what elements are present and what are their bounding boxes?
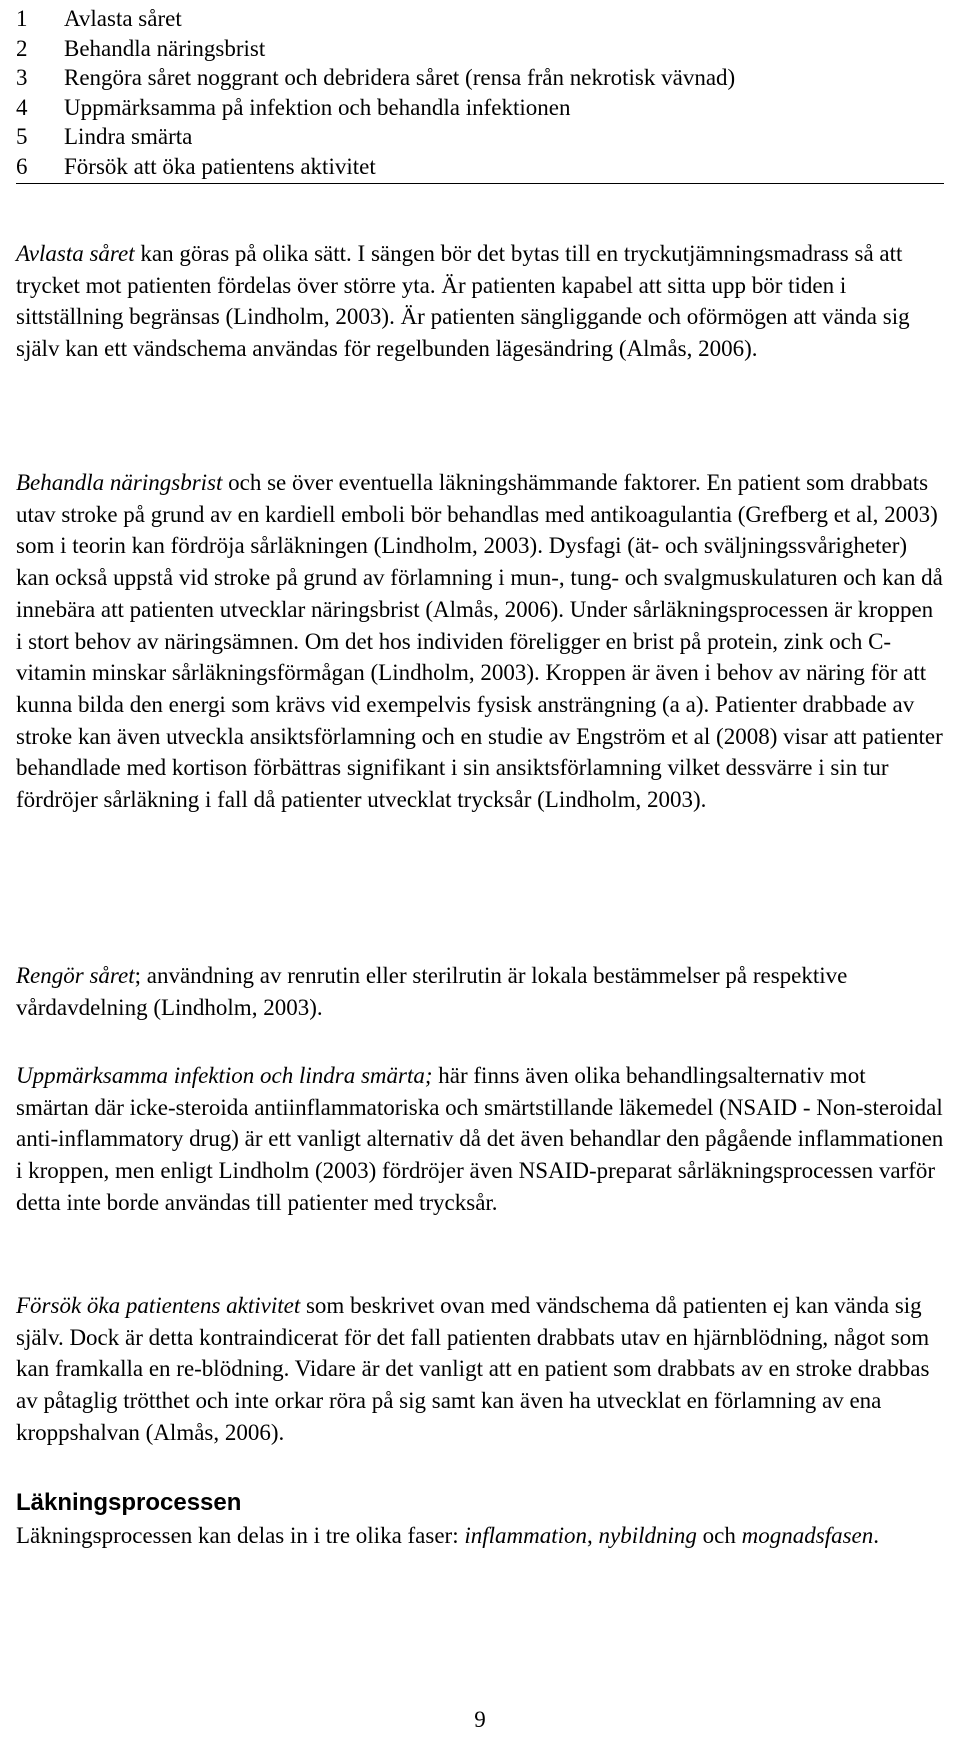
paragraph-text: som beskrivet ovan med vändschema då patienten ej kan vända sig själv. Dock är detta kontraindicerat för det fall patienten drabbats utav en hjärnblödning, något som kan framkalla en re-blödning. Vidare är det vanligt att en patient som drabbats av en stroke drabbas av påtaglig trötthet och inte orkar röra på sig samt kan även ha utvecklat en förlamning av ena kroppshalvan (Almås, 2006). [16,1293,930,1445]
numbered-list [16,4,944,184]
paragraph-avlasta [16,238,944,365]
paragraph-text: Läkningsprocessen kan delas in i tre olika faser: [16,1523,465,1548]
list-number: 6 [16,153,28,179]
list-item [16,34,944,64]
list-text: Behandla näringsbrist [64,35,266,61]
paragraph-aktivitet [16,1290,944,1449]
list-item [16,152,944,182]
phase-mognadsfasen: mognadsfasen [741,1523,874,1548]
separator: och [696,1523,742,1548]
list-text: Uppmärksamma på infektion och behandla infektionen [64,94,571,120]
paragraph-text: och se över eventuella läkningshämmande faktorer. En patient som drabbats utav stroke på grund av en kardiell emboli bör behandlas med antikoagulantia (Grefberg et al, 2003) som i teorin kan fördröja sårläkningen (Lindholm, 2003). Dysfagi (ät- och sväljningssvårigheter) kan också uppstå vid stroke på grund av förlamning i mun-, tung- och svalgmuskulaturen och kan då innebära att patienten utvecklar näringsbrist (Almås, 2006). Under sårläkningsprocessen är kroppen i stort behov av näringsämnen. Om det hos individen föreligger en brist på protein, zink och C-vitamin minskar sårläkningsförmågan (Lindholm, 2003). Kroppen är även i behov av näring för att kunna bilda den energi som krävs vid exempelvis fysisk ansträngning (a a). Patienter drabbade av stroke kan även utveckla ansiktsförlamning och en studie av Engström et al (2008) visar att patienter behandlade med kortison förbättras signifikant i sin ansiktsförlamning vilket dessvärre i sin tur fördröjer sårläkning i fall då patienter utvecklat trycksår (Lindholm, 2003). [16,470,943,813]
list-text: Rengöra såret noggrant och debridera såret (rensa från nekrotisk vävnad) [64,65,736,90]
paragraph-text: här finns även olika behandlingsalternativ mot smärtan där icke-steroida antiinflammatoriska och smärtstillande läkemedel (NSAID - Non-steroidal anti-inflammatory drug) är ett vanligt alternativ då det även behandlar den pågående inflammationen i kroppen, men enligt Lindholm (2003) fördröjer även NSAID-preparat sårläkningsprocessen varför detta inte borde användas till patienter med trycksår. [16,1063,944,1215]
separator: , [587,1523,599,1548]
phase-inflammation: inflammation [464,1523,588,1548]
list-number: 1 [16,6,28,31]
phase-nybildning: nybildning [598,1523,697,1548]
paragraph-text: kan göras på olika sätt. I sängen bör det bytas till en tryckutjämningsmadrass så att trycket mot patienten fördelas över större yta. Är patienten kapabel att sitta upp bör tiden i sittställning begränsas (Lindholm, 2003). Är patienten sängliggande och oförmögen att vända sig själv kan ett vändschema användas för regelbunden lägesändring (Almås, 2006). [16,241,910,362]
list-text: Lindra smärta [64,124,193,149]
list-item [16,63,944,93]
paragraph-lead: Försök öka patientens aktivitet [16,1293,301,1318]
sentence-end: . [873,1523,880,1548]
paragraph-rengor [16,960,944,1023]
list-item [16,93,944,123]
paragraph-infektion [16,1060,944,1219]
paragraph-lead: Rengör såret [16,963,135,988]
paragraph-text: ; användning av renrutin eller sterilrutin är lokala bestämmelser på respektive vårdavdelning (Lindholm, 2003). [16,963,848,1020]
list-number: 5 [16,124,28,149]
list-text: Försök att öka patientens aktivitet [64,153,376,179]
document-page [16,0,944,1548]
list-text: Avlasta såret [64,6,182,31]
list-number: 4 [16,94,28,120]
section-heading: Läkningsprocessen [16,1489,242,1516]
paragraph-lead: Behandla näringsbrist [16,470,223,495]
list-number: 3 [16,65,28,90]
page-number: 9 [474,1707,486,1732]
list-number: 2 [16,35,28,61]
paragraph-lead: Avlasta såret [16,241,135,266]
paragraph-lakningsprocessen [16,1520,944,1552]
list-item [16,122,944,152]
list-item [16,4,944,34]
paragraph-naringsbrist [16,467,944,816]
paragraph-lead: Uppmärksamma infektion och lindra smärta; [16,1063,433,1088]
